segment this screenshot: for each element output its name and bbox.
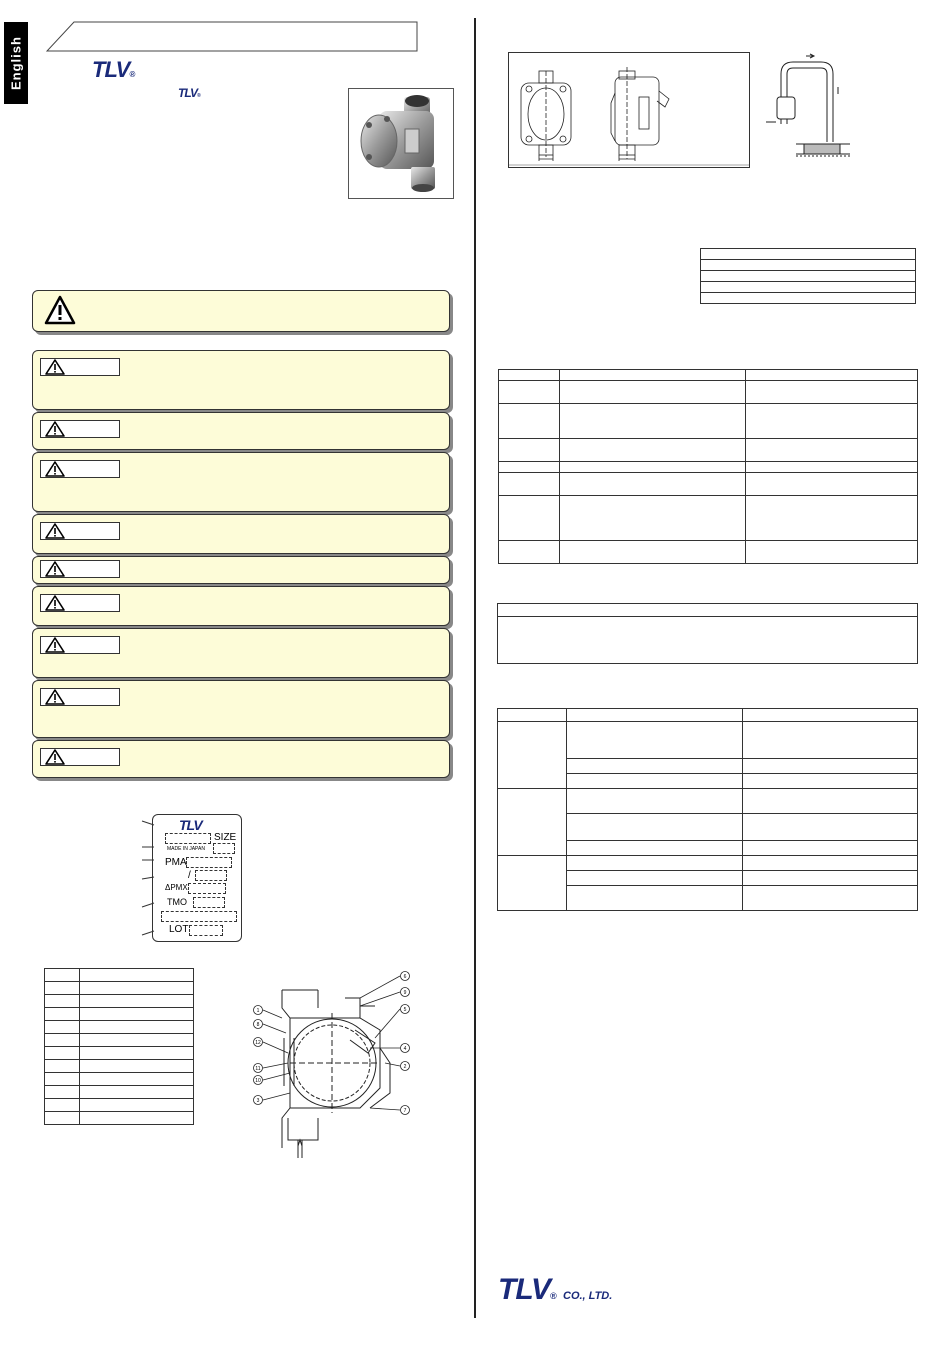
table-cell	[566, 759, 742, 774]
callout-9: 9	[403, 990, 407, 996]
table-cell	[499, 541, 560, 564]
warning-label	[40, 420, 120, 438]
warning-box	[32, 556, 450, 584]
pma-label: PMA	[165, 857, 187, 868]
table-cell	[566, 814, 742, 841]
warning-box	[32, 350, 450, 410]
table-cell	[701, 249, 916, 260]
title-bar	[46, 21, 418, 52]
table-cell	[701, 282, 916, 293]
table-row	[45, 969, 194, 982]
warning-label	[40, 522, 120, 540]
warning-triangle-icon	[45, 637, 65, 653]
table-cell	[45, 1112, 80, 1125]
table-cell	[742, 856, 917, 871]
callout-3: 3	[256, 1098, 260, 1104]
spec-table	[700, 248, 916, 304]
language-tab-label: English	[8, 36, 24, 90]
callout-2: 2	[403, 1064, 407, 1070]
installation-diagram	[766, 52, 856, 164]
callout-10: 10	[255, 1078, 261, 1084]
table-cell	[79, 1060, 193, 1073]
table-cell	[559, 473, 745, 496]
callout-5: 5	[403, 1007, 407, 1013]
table-cell	[45, 1099, 80, 1112]
nameplate-leaders	[140, 815, 156, 940]
table-cell	[566, 774, 742, 789]
table-row	[498, 722, 918, 759]
table-cell	[498, 722, 567, 789]
warning-triangle-icon	[45, 595, 65, 611]
table-row	[45, 1021, 194, 1034]
warning-triangle-icon	[45, 689, 65, 705]
warning-triangle-icon	[45, 421, 65, 437]
caution-banner	[32, 290, 450, 332]
table-cell	[79, 1034, 193, 1047]
maintenance-table	[497, 708, 918, 911]
table-row	[45, 995, 194, 1008]
table-cell	[499, 381, 560, 404]
table-row	[498, 856, 918, 871]
table-cell	[498, 617, 918, 664]
table-cell	[45, 1047, 80, 1060]
table-cell	[45, 1034, 80, 1047]
warning-box	[32, 628, 450, 678]
table-row	[498, 617, 918, 664]
table-cell	[559, 541, 745, 564]
lot-field	[189, 925, 223, 936]
table-cell	[79, 1047, 193, 1060]
table-row	[45, 1073, 194, 1086]
table-cell	[566, 709, 742, 722]
table-cell	[745, 541, 917, 564]
pma-field	[186, 857, 232, 868]
table-cell	[79, 1099, 193, 1112]
serial-field	[161, 911, 237, 922]
table-cell	[701, 293, 916, 304]
warning-triangle-icon	[45, 359, 65, 375]
table-cell	[499, 462, 560, 473]
table-cell	[79, 995, 193, 1008]
callout-4: 4	[403, 1046, 407, 1052]
callout-1: 1	[256, 1008, 260, 1014]
table-row	[45, 1086, 194, 1099]
warning-box	[32, 740, 450, 778]
warning-box	[32, 586, 450, 626]
table-row	[498, 789, 918, 814]
warning-label	[40, 748, 120, 766]
table-cell	[559, 370, 745, 381]
table-row	[499, 404, 918, 439]
table-cell	[566, 841, 742, 856]
table-cell	[566, 789, 742, 814]
table-row	[499, 473, 918, 496]
table-cell	[499, 404, 560, 439]
table-cell	[45, 1073, 80, 1086]
table-cell	[745, 473, 917, 496]
table-cell	[79, 982, 193, 995]
table-cell	[701, 271, 916, 282]
table-cell	[742, 759, 917, 774]
warning-box	[32, 452, 450, 512]
warning-triangle-icon	[44, 295, 76, 325]
table-row	[499, 381, 918, 404]
table-cell	[79, 1008, 193, 1021]
callout-11: 11	[255, 1066, 261, 1072]
table-cell	[499, 370, 560, 381]
language-tab	[4, 22, 28, 104]
lot-label: LOT	[169, 924, 189, 935]
column-divider	[474, 18, 476, 1318]
table-cell	[79, 969, 193, 982]
table-cell	[498, 789, 567, 856]
table-cell	[742, 709, 917, 722]
table-cell	[499, 496, 560, 541]
table-row	[701, 249, 916, 260]
warning-label	[40, 594, 120, 612]
parts-table	[44, 968, 194, 1125]
table-cell	[559, 404, 745, 439]
made-in-label: MADE IN JAPAN	[167, 846, 205, 852]
table-row	[498, 604, 918, 617]
company-suffix: CO., LTD.	[563, 1290, 613, 1302]
table-row	[498, 709, 918, 722]
table-cell	[566, 871, 742, 886]
table-row	[701, 260, 916, 271]
table-cell	[566, 886, 742, 911]
tmo-field	[193, 897, 225, 908]
model-field	[165, 833, 211, 844]
table-row	[701, 271, 916, 282]
table-cell	[559, 496, 745, 541]
table-cell	[559, 439, 745, 462]
table-row	[701, 282, 916, 293]
company-logo: TLV® CO., LTD.	[498, 1273, 613, 1306]
table-cell	[498, 709, 567, 722]
table-cell	[45, 982, 80, 995]
table-cell	[45, 1008, 80, 1021]
callout-7: 7	[403, 1108, 407, 1114]
slash-label: /	[188, 870, 191, 881]
product-photo	[348, 88, 454, 199]
dpmx-label: ΔPMX	[165, 883, 188, 892]
table-cell	[498, 604, 918, 617]
table-row	[45, 1034, 194, 1047]
troubleshooting-table	[498, 369, 918, 564]
warning-label	[40, 560, 120, 578]
table-cell	[742, 814, 917, 841]
warning-label	[40, 358, 120, 376]
callout-12: 12	[255, 1040, 261, 1046]
table-row	[499, 541, 918, 564]
table-cell	[742, 722, 917, 759]
table-row	[45, 982, 194, 995]
table-cell	[45, 1021, 80, 1034]
warning-triangle-icon	[45, 561, 65, 577]
size-field	[213, 843, 235, 854]
warning-box	[32, 412, 450, 450]
tmo-label: TMO	[167, 897, 187, 907]
table-cell	[701, 260, 916, 271]
callout-6: 6	[403, 974, 407, 980]
table-cell	[745, 496, 917, 541]
table-cell	[745, 462, 917, 473]
table-row	[45, 1099, 194, 1112]
dimension-drawing	[508, 52, 750, 168]
table-cell	[559, 381, 745, 404]
cross-section-drawing	[250, 968, 420, 1158]
warning-triangle-icon	[45, 523, 65, 539]
dpmx-field	[188, 883, 226, 894]
table-cell	[742, 841, 917, 856]
table-cell	[499, 473, 560, 496]
warning-label	[40, 460, 120, 478]
brand-logo: TLV®	[92, 57, 135, 82]
pma-field-2	[195, 870, 227, 881]
table-row	[499, 370, 918, 381]
table-cell	[45, 969, 80, 982]
table-cell	[745, 370, 917, 381]
table-cell	[79, 1073, 193, 1086]
table-cell	[79, 1086, 193, 1099]
nameplate-brand: TLV	[179, 817, 202, 833]
warning-label	[40, 636, 120, 654]
warning-triangle-icon	[45, 461, 65, 477]
table-row	[45, 1112, 194, 1125]
warning-box	[32, 680, 450, 738]
table-cell	[79, 1021, 193, 1034]
table-cell	[742, 871, 917, 886]
table-row	[499, 462, 918, 473]
table-cell	[45, 995, 80, 1008]
table-row	[499, 439, 918, 462]
table-row	[45, 1060, 194, 1073]
table-cell	[566, 856, 742, 871]
table-row	[701, 293, 916, 304]
brand-logo-small: TLV®	[178, 86, 200, 100]
table-cell	[745, 439, 917, 462]
warning-label	[40, 688, 120, 706]
table-cell	[45, 1086, 80, 1099]
warning-box	[32, 514, 450, 554]
nameplate	[152, 814, 242, 942]
warning-triangle-icon	[45, 749, 65, 765]
table-cell	[566, 722, 742, 759]
table-cell	[745, 404, 917, 439]
size-label: SIZE	[214, 832, 237, 843]
table-cell	[745, 381, 917, 404]
table-cell	[742, 774, 917, 789]
table-cell	[45, 1060, 80, 1073]
table-cell	[499, 439, 560, 462]
table-cell	[498, 856, 567, 911]
callout-8: 8	[256, 1022, 260, 1028]
table-cell	[742, 789, 917, 814]
table-row	[45, 1047, 194, 1060]
table-cell	[79, 1112, 193, 1125]
table-cell	[742, 886, 917, 911]
table-row	[499, 496, 918, 541]
table-cell	[559, 462, 745, 473]
note-table	[497, 603, 918, 664]
table-row	[45, 1008, 194, 1021]
